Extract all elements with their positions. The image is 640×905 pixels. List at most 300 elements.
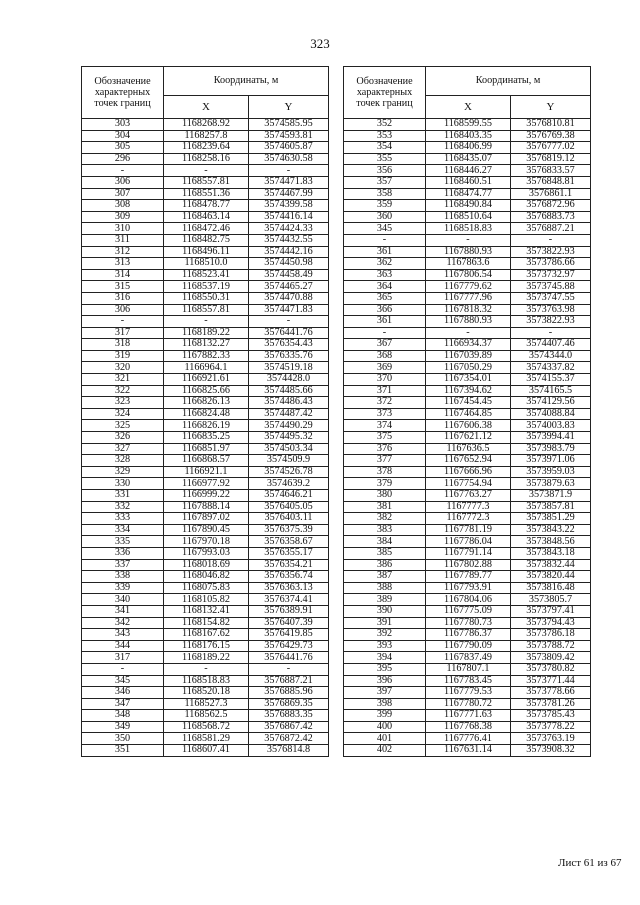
x-coordinate-cell: 1167880.93 (426, 246, 511, 258)
y-coordinate-cell: 3574471.83 (249, 304, 329, 316)
y-coordinate-cell: 3576354.43 (249, 339, 329, 351)
point-id-cell: 398 (344, 698, 426, 710)
point-id-cell: 308 (82, 200, 164, 212)
point-id-cell: 389 (344, 594, 426, 606)
table-row (82, 605, 329, 617)
point-id-cell: 310 (82, 223, 164, 235)
x-coordinate-cell: 1168189.22 (164, 327, 249, 339)
table-row (344, 432, 591, 444)
x-coordinate-cell: 1168132.27 (164, 339, 249, 351)
point-label-header: Обозначение характерных точек границ (344, 67, 426, 119)
y-coordinate-cell: 3576356.74 (249, 571, 329, 583)
y-coordinate-cell: 3574407.46 (511, 339, 591, 351)
x-coordinate-cell: 1167636.5 (426, 443, 511, 455)
table-row (82, 710, 329, 722)
table-row (82, 443, 329, 455)
x-coordinate-cell: 1168189.22 (164, 652, 249, 664)
table-row (344, 176, 591, 188)
table-row (82, 675, 329, 687)
x-coordinate-cell: 1168482.75 (164, 234, 249, 246)
x-coordinate-cell: 1167837.49 (426, 652, 511, 664)
table-row (344, 408, 591, 420)
table-row (82, 362, 329, 374)
x-coordinate-cell: 1168446.27 (426, 165, 511, 177)
x-coordinate-cell: 1167793.91 (426, 582, 511, 594)
y-coordinate-cell: 3573908.32 (511, 745, 591, 757)
point-label-header: Обозначение характерных точек границ (82, 67, 164, 119)
point-id-cell: 348 (82, 710, 164, 722)
x-coordinate-cell: - (164, 316, 249, 328)
x-coordinate-cell: 1168046.82 (164, 571, 249, 583)
point-id-cell: 334 (82, 524, 164, 536)
y-coordinate-cell: - (511, 327, 591, 339)
point-id-cell: 316 (82, 292, 164, 304)
point-id-cell: 311 (82, 234, 164, 246)
x-coordinate-cell: 1168406.99 (426, 142, 511, 154)
x-coordinate-cell: 1168510.0 (164, 258, 249, 270)
x-coordinate-cell: 1168510.64 (426, 211, 511, 223)
x-coordinate-cell: 1167804.06 (426, 594, 511, 606)
y-coordinate-cell: 3574585.95 (249, 119, 329, 131)
x-coordinate-cell: 1168176.15 (164, 640, 249, 652)
y-coordinate-cell: 3576833.57 (511, 165, 591, 177)
y-coordinate-cell: 3573788.72 (511, 640, 591, 652)
table-row (344, 316, 591, 328)
point-id-cell: 366 (344, 304, 426, 316)
point-id-cell: 322 (82, 385, 164, 397)
y-coordinate-cell: 3573820.44 (511, 571, 591, 583)
point-id-cell: 353 (344, 130, 426, 142)
x-coordinate-cell: 1167888.14 (164, 501, 249, 513)
x-coordinate-cell: 1166921.1 (164, 466, 249, 478)
y-coordinate-cell: - (511, 234, 591, 246)
x-coordinate-cell: 1167768.38 (426, 721, 511, 733)
table-row (344, 733, 591, 745)
x-coordinate-cell: 1167781.19 (426, 524, 511, 536)
point-id-cell: 400 (344, 721, 426, 733)
y-coordinate-cell: 3576374.41 (249, 594, 329, 606)
x-coordinate-cell: 1168537.19 (164, 281, 249, 293)
point-id-cell: 380 (344, 490, 426, 502)
point-id-cell: 397 (344, 687, 426, 699)
x-coordinate-cell: 1166851.97 (164, 443, 249, 455)
table-row (82, 524, 329, 536)
point-id-cell: - (344, 234, 426, 246)
table-row (82, 188, 329, 200)
x-coordinate-cell: 1168257.8 (164, 130, 249, 142)
table-row (82, 130, 329, 142)
point-id-cell: 332 (82, 501, 164, 513)
x-coordinate-cell: 1167789.77 (426, 571, 511, 583)
x-coordinate-cell: 1166999.22 (164, 490, 249, 502)
table-row (82, 594, 329, 606)
point-id-cell: 384 (344, 536, 426, 548)
y-coordinate-cell: 3573771.44 (511, 675, 591, 687)
y-coordinate-cell: - (249, 663, 329, 675)
table-row (344, 258, 591, 270)
point-id-cell: 343 (82, 629, 164, 641)
x-coordinate-cell: 1168472.46 (164, 223, 249, 235)
x-coordinate-cell: - (426, 327, 511, 339)
coordinates-table-right (343, 66, 591, 757)
y-coordinate-cell: 3573994.41 (511, 432, 591, 444)
y-coordinate-cell: 3576848.81 (511, 176, 591, 188)
table-row (344, 745, 591, 757)
table-row (344, 478, 591, 490)
point-id-cell: 383 (344, 524, 426, 536)
point-id-cell: 296 (82, 153, 164, 165)
x-coordinate-cell: 1168268.92 (164, 119, 249, 131)
table-row (344, 652, 591, 664)
table-row (344, 292, 591, 304)
point-id-cell: - (82, 165, 164, 177)
point-id-cell: 368 (344, 350, 426, 362)
table-row (344, 501, 591, 513)
table-row (344, 304, 591, 316)
x-coordinate-cell: 1167783.45 (426, 675, 511, 687)
table-row (344, 339, 591, 351)
x-coordinate-cell: 1166921.61 (164, 374, 249, 386)
x-coordinate-cell: 1168599.55 (426, 119, 511, 131)
table-row (82, 385, 329, 397)
x-header: X (426, 96, 511, 119)
coordinates-header: Координаты, м (426, 67, 591, 96)
table-row (82, 559, 329, 571)
y-coordinate-cell: 3573816.48 (511, 582, 591, 594)
y-coordinate-cell: 3573763.98 (511, 304, 591, 316)
point-id-cell: 309 (82, 211, 164, 223)
y-coordinate-cell: 3576419.85 (249, 629, 329, 641)
x-coordinate-cell: 1168474.77 (426, 188, 511, 200)
table-row (344, 211, 591, 223)
y-coordinate-cell: 3574639.2 (249, 478, 329, 490)
point-id-cell: 370 (344, 374, 426, 386)
x-coordinate-cell: 1168105.82 (164, 594, 249, 606)
table-row (344, 350, 591, 362)
x-header: X (164, 96, 249, 119)
x-coordinate-cell: 1167776.41 (426, 733, 511, 745)
table-row (82, 292, 329, 304)
point-id-cell: - (82, 316, 164, 328)
x-coordinate-cell: 1167763.27 (426, 490, 511, 502)
y-coordinate-cell: 3573857.81 (511, 501, 591, 513)
x-coordinate-cell: 1167806.54 (426, 269, 511, 281)
y-coordinate-cell: 3576354.21 (249, 559, 329, 571)
x-coordinate-cell: 1168154.82 (164, 617, 249, 629)
y-coordinate-cell: 3574593.81 (249, 130, 329, 142)
x-coordinate-cell: 1167970.18 (164, 536, 249, 548)
y-coordinate-cell: 3576429.73 (249, 640, 329, 652)
table-row (344, 582, 591, 594)
point-id-cell: 364 (344, 281, 426, 293)
table-row (82, 652, 329, 664)
point-id-cell: 349 (82, 721, 164, 733)
x-coordinate-cell: 1168518.83 (426, 223, 511, 235)
x-coordinate-cell: 1166934.37 (426, 339, 511, 351)
y-coordinate-cell: 3576861.1 (511, 188, 591, 200)
y-coordinate-cell: 3574155.37 (511, 374, 591, 386)
y-coordinate-cell: 3574467.99 (249, 188, 329, 200)
table-row (82, 119, 329, 131)
point-id-cell: 365 (344, 292, 426, 304)
table-row (82, 176, 329, 188)
x-coordinate-cell: 1167464.85 (426, 408, 511, 420)
y-coordinate-cell: - (249, 316, 329, 328)
point-id-cell: 378 (344, 466, 426, 478)
table-row (82, 223, 329, 235)
y-coordinate-cell: 3576872.42 (249, 733, 329, 745)
y-coordinate-cell: 3573809.42 (511, 652, 591, 664)
point-id-cell: 385 (344, 547, 426, 559)
table-row (344, 594, 591, 606)
table-row (344, 490, 591, 502)
x-coordinate-cell: 1167652.94 (426, 455, 511, 467)
y-header: Y (511, 96, 591, 119)
x-coordinate-cell: 1167777.3 (426, 501, 511, 513)
y-coordinate-cell: 3576883.73 (511, 211, 591, 223)
x-coordinate-cell: 1168527.3 (164, 698, 249, 710)
table-row (344, 200, 591, 212)
point-id-cell: 399 (344, 710, 426, 722)
table-row (344, 524, 591, 536)
point-id-cell: 305 (82, 142, 164, 154)
y-coordinate-cell: 3576355.17 (249, 547, 329, 559)
point-id-cell: 306 (82, 176, 164, 188)
y-coordinate-cell: 3573871.9 (511, 490, 591, 502)
y-coordinate-cell: 3573971.06 (511, 455, 591, 467)
point-id-cell: 342 (82, 617, 164, 629)
y-coordinate-cell: 3574509.9 (249, 455, 329, 467)
table-row (82, 490, 329, 502)
point-id-cell: 323 (82, 397, 164, 409)
point-id-cell: 390 (344, 605, 426, 617)
point-id-cell: 340 (82, 594, 164, 606)
table-row (82, 582, 329, 594)
y-coordinate-cell: 3576389.91 (249, 605, 329, 617)
y-coordinate-cell: 3576358.67 (249, 536, 329, 548)
point-id-cell: 339 (82, 582, 164, 594)
x-coordinate-cell: 1167454.45 (426, 397, 511, 409)
table-row (344, 640, 591, 652)
x-coordinate-cell: 1168478.77 (164, 200, 249, 212)
y-coordinate-cell: 3573780.82 (511, 663, 591, 675)
y-coordinate-cell: 3576363.13 (249, 582, 329, 594)
table-row (82, 571, 329, 583)
x-coordinate-cell: - (164, 165, 249, 177)
point-id-cell: 352 (344, 119, 426, 131)
y-coordinate-cell: 3576335.76 (249, 350, 329, 362)
table-row (82, 687, 329, 699)
point-id-cell: 372 (344, 397, 426, 409)
point-id-cell: 347 (82, 698, 164, 710)
x-coordinate-cell: 1167621.12 (426, 432, 511, 444)
y-coordinate-cell: 3573785.43 (511, 710, 591, 722)
table-row (82, 501, 329, 513)
y-coordinate-cell: 3574605.87 (249, 142, 329, 154)
point-id-cell: 318 (82, 339, 164, 351)
point-id-cell: - (82, 663, 164, 675)
y-coordinate-cell: 3574129.56 (511, 397, 591, 409)
table-row (82, 200, 329, 212)
x-coordinate-cell: 1167786.37 (426, 629, 511, 641)
y-coordinate-cell: 3576441.76 (249, 327, 329, 339)
point-id-cell: 376 (344, 443, 426, 455)
point-id-cell: 344 (82, 640, 164, 652)
table-row (344, 397, 591, 409)
point-id-cell: 307 (82, 188, 164, 200)
sheet-counter: Лист 61 из 67 (558, 857, 622, 869)
point-id-cell: 315 (82, 281, 164, 293)
table-row (344, 547, 591, 559)
point-id-cell: - (344, 327, 426, 339)
x-coordinate-cell: 1168562.5 (164, 710, 249, 722)
x-coordinate-cell: 1167666.96 (426, 466, 511, 478)
y-coordinate-cell: 3576810.81 (511, 119, 591, 131)
x-coordinate-cell: 1167882.33 (164, 350, 249, 362)
table-row (344, 119, 591, 131)
point-id-cell: 354 (344, 142, 426, 154)
x-coordinate-cell: 1167039.89 (426, 350, 511, 362)
x-coordinate-cell: 1167779.62 (426, 281, 511, 293)
x-coordinate-cell: - (164, 663, 249, 675)
y-coordinate-cell: 3573843.18 (511, 547, 591, 559)
point-id-cell: 306 (82, 304, 164, 316)
y-coordinate-cell: 3573786.18 (511, 629, 591, 641)
point-id-cell: 361 (344, 246, 426, 258)
x-coordinate-cell: 1167807.1 (426, 663, 511, 675)
x-coordinate-cell: 1168403.35 (426, 130, 511, 142)
table-row (82, 466, 329, 478)
x-coordinate-cell: 1168520.18 (164, 687, 249, 699)
point-id-cell: 341 (82, 605, 164, 617)
point-id-cell: 374 (344, 420, 426, 432)
table-row (82, 339, 329, 351)
y-coordinate-cell: 3573822.93 (511, 316, 591, 328)
point-id-cell: 369 (344, 362, 426, 374)
table-row (82, 258, 329, 270)
y-coordinate-cell: 3573805.7 (511, 594, 591, 606)
x-coordinate-cell: 1167863.6 (426, 258, 511, 270)
point-id-cell: 363 (344, 269, 426, 281)
point-id-cell: 335 (82, 536, 164, 548)
table-row (82, 640, 329, 652)
table-row (82, 513, 329, 525)
y-coordinate-cell: 3574344.0 (511, 350, 591, 362)
x-coordinate-cell: - (426, 234, 511, 246)
y-coordinate-cell: 3573879.63 (511, 478, 591, 490)
point-id-cell: 304 (82, 130, 164, 142)
table-row (82, 165, 329, 177)
y-coordinate-cell: 3573778.66 (511, 687, 591, 699)
x-coordinate-cell: 1168550.31 (164, 292, 249, 304)
table-row (344, 443, 591, 455)
table-row (344, 559, 591, 571)
x-coordinate-cell: 1166826.19 (164, 420, 249, 432)
y-coordinate-cell: 3576814.8 (249, 745, 329, 757)
point-id-cell: 355 (344, 153, 426, 165)
y-coordinate-cell: 3573786.66 (511, 258, 591, 270)
point-id-cell: 350 (82, 733, 164, 745)
table-row (82, 304, 329, 316)
point-id-cell: 351 (82, 745, 164, 757)
y-coordinate-cell: 3574416.14 (249, 211, 329, 223)
x-coordinate-cell: 1166964.1 (164, 362, 249, 374)
table-row (82, 663, 329, 675)
x-coordinate-cell: 1168460.51 (426, 176, 511, 188)
x-coordinate-cell: 1168496.11 (164, 246, 249, 258)
x-coordinate-cell: 1168607.41 (164, 745, 249, 757)
x-coordinate-cell: 1167890.45 (164, 524, 249, 536)
y-coordinate-cell: 3573778.22 (511, 721, 591, 733)
y-coordinate-cell: 3574337.82 (511, 362, 591, 374)
y-coordinate-cell: 3576777.02 (511, 142, 591, 154)
table-row (344, 327, 591, 339)
table-row (344, 466, 591, 478)
x-coordinate-cell: 1167779.53 (426, 687, 511, 699)
table-row (344, 721, 591, 733)
x-coordinate-cell: 1166826.13 (164, 397, 249, 409)
table-row (344, 234, 591, 246)
x-coordinate-cell: 1168523.41 (164, 269, 249, 281)
x-coordinate-cell: 1166977.92 (164, 478, 249, 490)
coordinates-table-left (81, 66, 329, 757)
x-coordinate-cell: 1167780.73 (426, 617, 511, 629)
table-row (344, 281, 591, 293)
y-coordinate-cell: 3574465.27 (249, 281, 329, 293)
point-id-cell: 327 (82, 443, 164, 455)
point-id-cell: 345 (344, 223, 426, 235)
table-row (82, 629, 329, 641)
y-coordinate-cell: - (249, 165, 329, 177)
y-coordinate-cell: 3573794.43 (511, 617, 591, 629)
y-coordinate-cell: 3576405.05 (249, 501, 329, 513)
x-coordinate-cell: 1167786.04 (426, 536, 511, 548)
y-coordinate-cell: 3573832.44 (511, 559, 591, 571)
point-id-cell: 382 (344, 513, 426, 525)
x-coordinate-cell: 1167993.03 (164, 547, 249, 559)
point-id-cell: 367 (344, 339, 426, 351)
y-coordinate-cell: 3576407.39 (249, 617, 329, 629)
x-coordinate-cell: 1167880.93 (426, 316, 511, 328)
table-row (82, 211, 329, 223)
y-coordinate-cell: 3573745.88 (511, 281, 591, 293)
y-coordinate-cell: 3576887.21 (249, 675, 329, 687)
point-id-cell: 328 (82, 455, 164, 467)
table-row (344, 223, 591, 235)
point-id-cell: 381 (344, 501, 426, 513)
y-coordinate-cell: 3573848.56 (511, 536, 591, 548)
point-id-cell: 338 (82, 571, 164, 583)
y-coordinate-cell: 3576872.96 (511, 200, 591, 212)
y-coordinate-cell: 3574088.84 (511, 408, 591, 420)
point-id-cell: 387 (344, 571, 426, 583)
x-coordinate-cell: 1168581.29 (164, 733, 249, 745)
y-coordinate-cell: 3574165.5 (511, 385, 591, 397)
y-coordinate-cell: 3576887.21 (511, 223, 591, 235)
x-coordinate-cell: 1168463.14 (164, 211, 249, 223)
y-coordinate-cell: 3574471.83 (249, 176, 329, 188)
table-row (344, 536, 591, 548)
table-row (344, 698, 591, 710)
point-id-cell: 361 (344, 316, 426, 328)
x-coordinate-cell: 1167818.32 (426, 304, 511, 316)
y-coordinate-cell: 3573959.03 (511, 466, 591, 478)
table-row (82, 432, 329, 444)
y-coordinate-cell: 3573763.19 (511, 733, 591, 745)
table-row (82, 617, 329, 629)
y-coordinate-cell: 3576375.39 (249, 524, 329, 536)
table-row (82, 246, 329, 258)
